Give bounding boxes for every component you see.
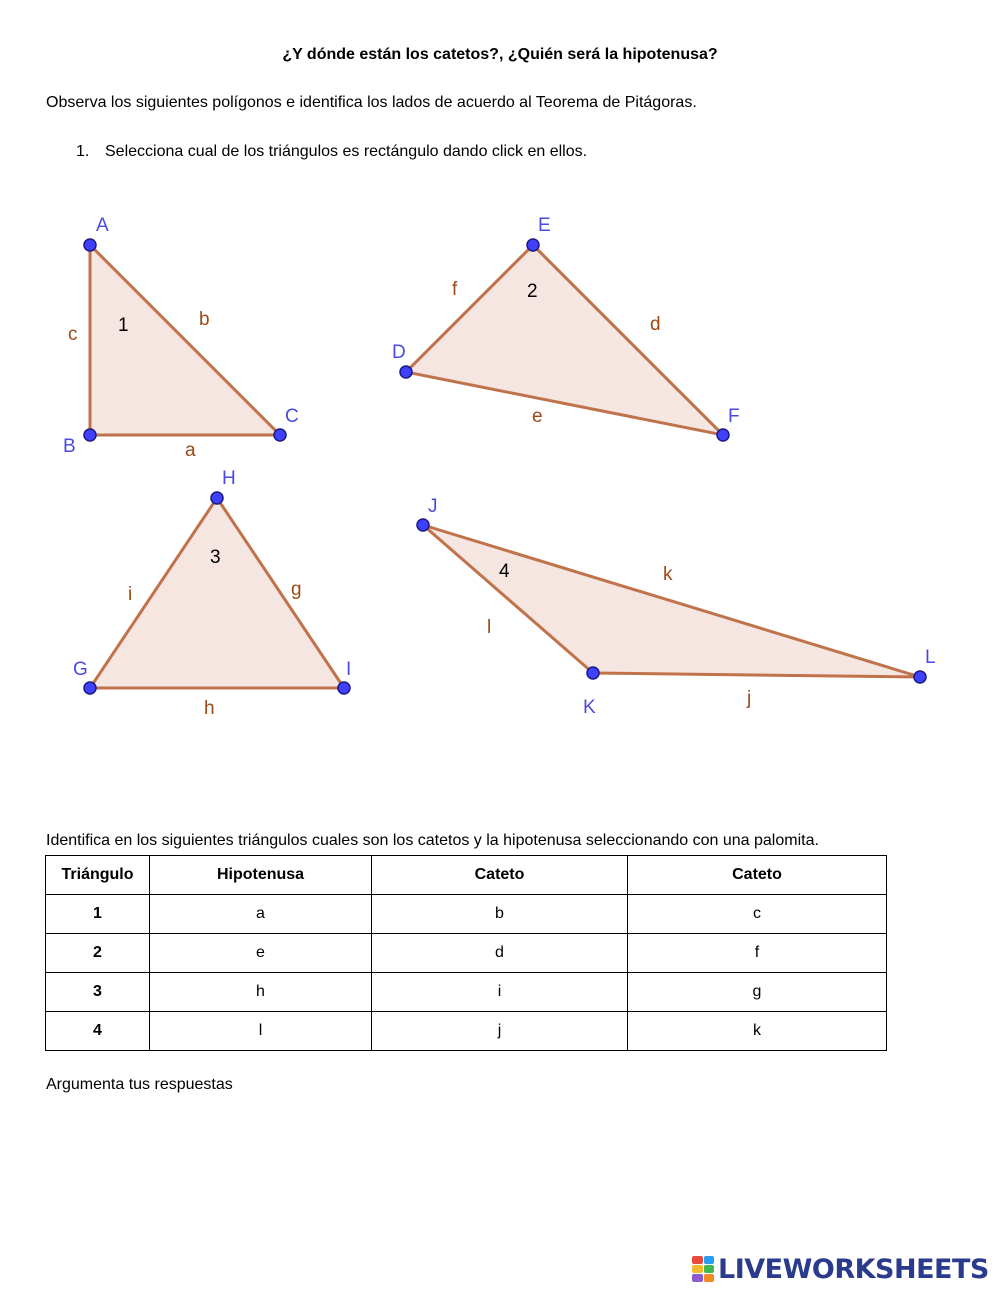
argue-prompt: Argumenta tus respuestas: [46, 1076, 233, 1093]
cell-option[interactable]: l: [150, 1012, 372, 1051]
side-label-e: e: [532, 406, 543, 427]
vertex-g-point: [84, 682, 96, 694]
cell-option[interactable]: g: [628, 973, 887, 1012]
row-triangle-number: 3: [46, 973, 150, 1012]
side-label-b: b: [199, 309, 210, 330]
vertex-label-k: K: [583, 697, 596, 718]
cell-option[interactable]: j: [372, 1012, 628, 1051]
triangle-3[interactable]: [73, 468, 351, 719]
cell-option[interactable]: h: [150, 973, 372, 1012]
triangle-2[interactable]: [392, 215, 740, 441]
vertex-label-j: J: [428, 496, 438, 517]
vertex-c-point: [274, 429, 286, 441]
vertex-label-c: C: [285, 406, 299, 427]
side-label-k: k: [663, 564, 673, 585]
triangle-2-shape[interactable]: [406, 245, 723, 435]
header-leg-1: Cateto: [372, 856, 628, 895]
triangle-1-shape[interactable]: [90, 245, 280, 435]
row-triangle-number: 2: [46, 934, 150, 973]
vertex-label-l: L: [925, 647, 936, 668]
triangle-1[interactable]: [63, 215, 299, 461]
liveworksheets-logo[interactable]: [692, 1252, 989, 1286]
vertex-label-a: A: [96, 215, 109, 236]
triangle-number-4: 4: [499, 561, 510, 582]
side-label-g: g: [291, 579, 302, 600]
side-label-j: j: [747, 688, 752, 709]
table-row: [46, 1012, 887, 1051]
vertex-label-d: D: [392, 342, 406, 363]
triangle-number-2: 2: [527, 281, 538, 302]
page-title: ¿Y dónde están los catetos?, ¿Quién será la hipotenusa?: [282, 46, 718, 63]
logo-tile: [704, 1256, 715, 1264]
vertex-a-point: [84, 239, 96, 251]
instruction-number: 1.: [76, 143, 90, 160]
logo-tile: [692, 1256, 703, 1264]
cell-option[interactable]: f: [628, 934, 887, 973]
table-header-row: [46, 856, 887, 895]
logo-tile: [692, 1265, 703, 1273]
cell-option[interactable]: d: [372, 934, 628, 973]
logo-tile: [704, 1265, 715, 1273]
vertex-label-b: B: [63, 436, 76, 457]
row-triangle-number: 4: [46, 1012, 150, 1051]
side-label-i: i: [128, 584, 133, 605]
cell-option[interactable]: e: [150, 934, 372, 973]
cell-option[interactable]: b: [372, 895, 628, 934]
vertex-i-point: [338, 682, 350, 694]
logo-text: LIVEWORKSHEETS: [718, 1253, 989, 1285]
vertex-b-point: [84, 429, 96, 441]
vertex-label-g: G: [73, 659, 88, 680]
header-leg-2: Cateto: [628, 856, 887, 895]
side-label-l: l: [487, 617, 492, 638]
logo-tile: [704, 1274, 715, 1282]
side-label-c: c: [68, 324, 78, 345]
vertex-f-point: [717, 429, 729, 441]
vertex-label-e: E: [538, 215, 551, 236]
row-triangle-number: 1: [46, 895, 150, 934]
side-label-d: d: [650, 314, 661, 335]
triangle-4-shape[interactable]: [423, 525, 920, 677]
table-row: [46, 934, 887, 973]
answers-table: [45, 855, 887, 1051]
vertex-k-point: [587, 667, 599, 679]
vertex-label-f: F: [728, 406, 740, 427]
vertex-h-point: [211, 492, 223, 504]
vertex-label-i: I: [346, 659, 352, 680]
vertex-d-point: [400, 366, 412, 378]
cell-option[interactable]: a: [150, 895, 372, 934]
instruction-text: Selecciona cual de los triángulos es rectángulo dando click en ellos.: [105, 143, 588, 160]
triangle-number-3: 3: [210, 547, 221, 568]
vertex-label-h: H: [222, 468, 236, 489]
header-hypotenuse: Hipotenusa: [150, 856, 372, 895]
header-triangle: Triángulo: [46, 856, 150, 895]
liveworksheets-logo-icon: [692, 1256, 714, 1282]
table-instruction: Identifica en los siguientes triángulos cuales son los catetos y la hipotenusa seleccionando con una palomita.: [46, 832, 819, 849]
triangle-number-1: 1: [118, 315, 129, 336]
side-label-h: h: [204, 698, 215, 719]
intro-text: Observa los siguientes polígonos e identifica los lados de acuerdo al Teorema de Pitágoras.: [46, 94, 697, 111]
cell-option[interactable]: i: [372, 973, 628, 1012]
triangles-figure: [0, 200, 1000, 730]
cell-option[interactable]: c: [628, 895, 887, 934]
logo-tile: [692, 1274, 703, 1282]
instruction-item-1: [76, 143, 587, 161]
vertex-l-point: [914, 671, 926, 683]
side-label-a: a: [185, 440, 196, 461]
table-row: [46, 973, 887, 1012]
vertex-e-point: [527, 239, 539, 251]
triangle-4[interactable]: [417, 496, 936, 718]
side-label-f: f: [452, 279, 458, 300]
vertex-j-point: [417, 519, 429, 531]
cell-option[interactable]: k: [628, 1012, 887, 1051]
table-row: [46, 895, 887, 934]
